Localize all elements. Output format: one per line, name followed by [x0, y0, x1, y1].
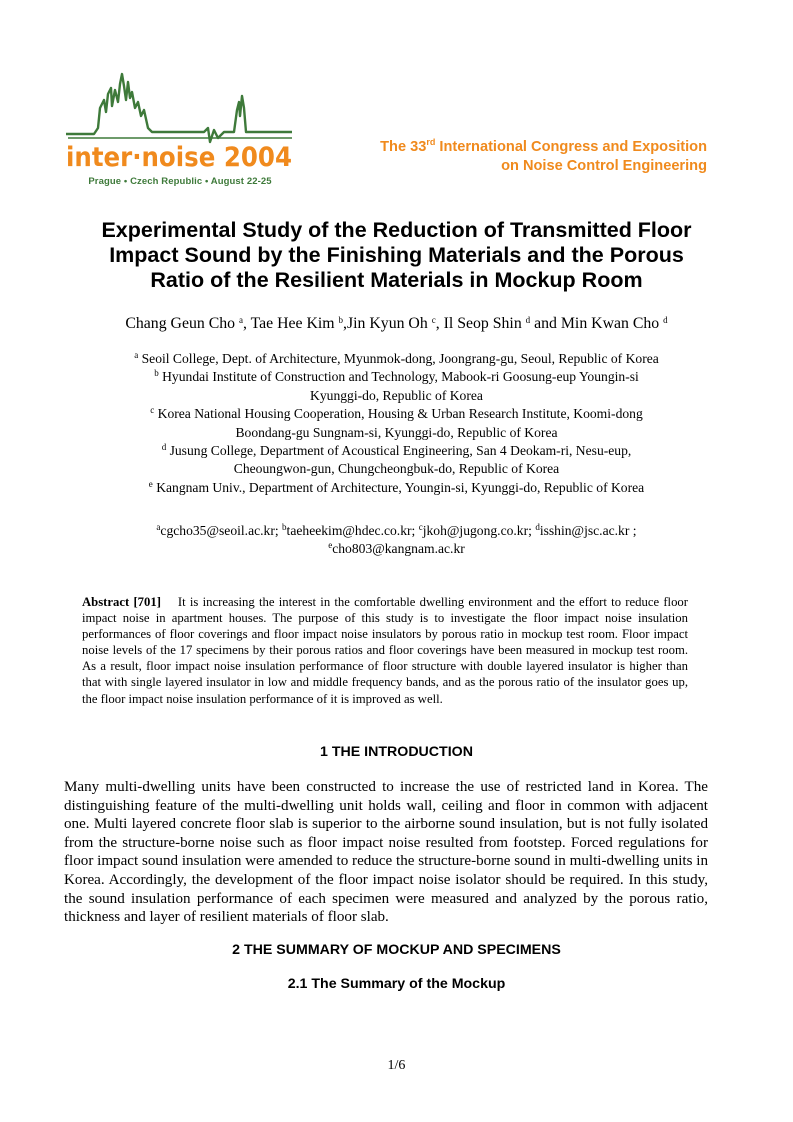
affiliation: $^a$ Seoil College, Dept. of Architecture, Myunmok-dong, Joongrang-gu, Seoul, Republic of Korea — [134, 350, 659, 366]
paper-title — [40, 218, 753, 293]
email-address: jkoh@jugong.co.kr — [422, 523, 529, 538]
conference-logo — [64, 72, 296, 194]
author-name: Min Kwan Cho — [560, 315, 664, 332]
author-name: Chang Geun Cho — [125, 315, 239, 332]
title-line: Impact Sound by the Finishing Materials and the Porous — [109, 243, 684, 267]
email-list: $^a$cgcho35@seoil.ac.kr; $^b$taeheekim@hdec.co.kr; $^c$jkoh@jugong.co.kr; $^d$isshin@jsc.ac.kr ; $^e$cho803@kangnam.ac.kr — [156, 522, 637, 557]
title-line: Experimental Study of the Reduction of Transmitted Floor — [101, 218, 692, 242]
section-heading-introduction: 1 THE INTRODUCTION — [320, 744, 473, 760]
author-name: Jin Kyun Oh — [347, 315, 432, 332]
logo-tagline: Prague • Czech Republic • August 22-25 — [88, 176, 272, 187]
affiliation-list — [40, 350, 753, 497]
affiliation: $^c$ Korea National Housing Cooperation, Housing & Urban Research Institute, Koomi-dong Boondang-gu Sungnam-si, Kyunggi-do, Republic of Korea — [150, 405, 643, 440]
email-address: isshin@jsc.ac.kr — [539, 523, 630, 538]
page-number: 1/6 — [387, 1058, 406, 1073]
author-name: Il Seop Shin — [443, 315, 526, 332]
author-name: Tae Hee Kim — [250, 315, 339, 332]
email-address: cho803@kangnam.ac.kr — [332, 541, 465, 557]
logo-wordmark: inter·noise 2004 — [66, 142, 292, 173]
email-address: taeheekim@hdec.co.kr — [286, 523, 412, 538]
affiliation: $^b$ Hyundai Institute of Construction and Technology, Mabook-ri Goosung-eup Youngin-si Kyunggi-do, Republic of Korea — [154, 368, 639, 403]
subsection-heading-mockup: 2.1 The Summary of the Mockup — [287, 976, 506, 992]
email-address: cgcho35@seoil.ac.kr — [160, 523, 275, 538]
affiliation: $^d$ Jusung College, Department of Acoustical Engineering, San 4 Deokam-ri, Nesu-eup, Cheoungwon-gun, Chungcheongbuk-do, Republic of Korea — [161, 442, 632, 477]
congress-name — [380, 138, 707, 176]
prague-skyline-icon — [64, 72, 296, 176]
section-heading-summary: 2 THE SUMMARY OF MOCKUP AND SPECIMENS — [232, 942, 561, 958]
congress-line-2: on Noise Control Engineering — [501, 158, 707, 174]
introduction-paragraph: Many multi-dwelling units have been constructed to increase the use of restricted land in Korea. The distinguishing feature of the multi-dwelling unit holds wall, ceiling and floor in common with adjacent one. Multi layered concrete floor slab is superior to the airborne sound insulation, but is not fully isolated from the structure-borne noise such as floor impact noise resulted from footstep. Forced regulations for floor impact sound insulation were amended to reduce the structure-borne sound in multi-dwelling units in Korea. Accordingly, the development of the floor impact noise isolator should be required. In this study, the sound insulation performance of each specimen were measured and analyzed by the porous ratio, thickness and layer of resilient materials of floor slab. — [64, 779, 708, 926]
congress-line-1: The 33rd International Congress and Exposition — [380, 137, 707, 155]
affiliation: $^e$ Kangnam Univ., Department of Architecture, Youngin-si, Kyunggi-do, Republic of Korea — [148, 478, 645, 495]
title-line: Ratio of the Resilient Materials in Mockup Room — [150, 268, 643, 292]
abstract-text: It is increasing the interest in the comfortable dwelling environment and the effort to reduce floor impact noise in apartment houses. The purpose of this study is to investigate the floor impact noise insulation performances of floor coverings and floor impact noise insulators by porous ratio in mockup test room. Floor impact noise levels of the 17 specimens by their porous ratios and floor coverings have been measured in mockup test room. As a result, floor impact noise insulation performance of floor structure with double layered insulator is higher than that with single layered insulator in low and middle frequency bands, and as the porous ratio of the insulator goes up, the floor impact noise insulation performance of it is improved as well. — [82, 595, 688, 706]
abstract-label: Abstract [701] — [82, 595, 161, 609]
author-list: Chang Geun Cho $^a$, Tae Hee Kim $^b$,Jin Kyun Oh $^c$, Il Seop Shin $^d$ and Min Kwan Cho $^d$ — [125, 315, 668, 332]
abstract — [82, 594, 688, 707]
